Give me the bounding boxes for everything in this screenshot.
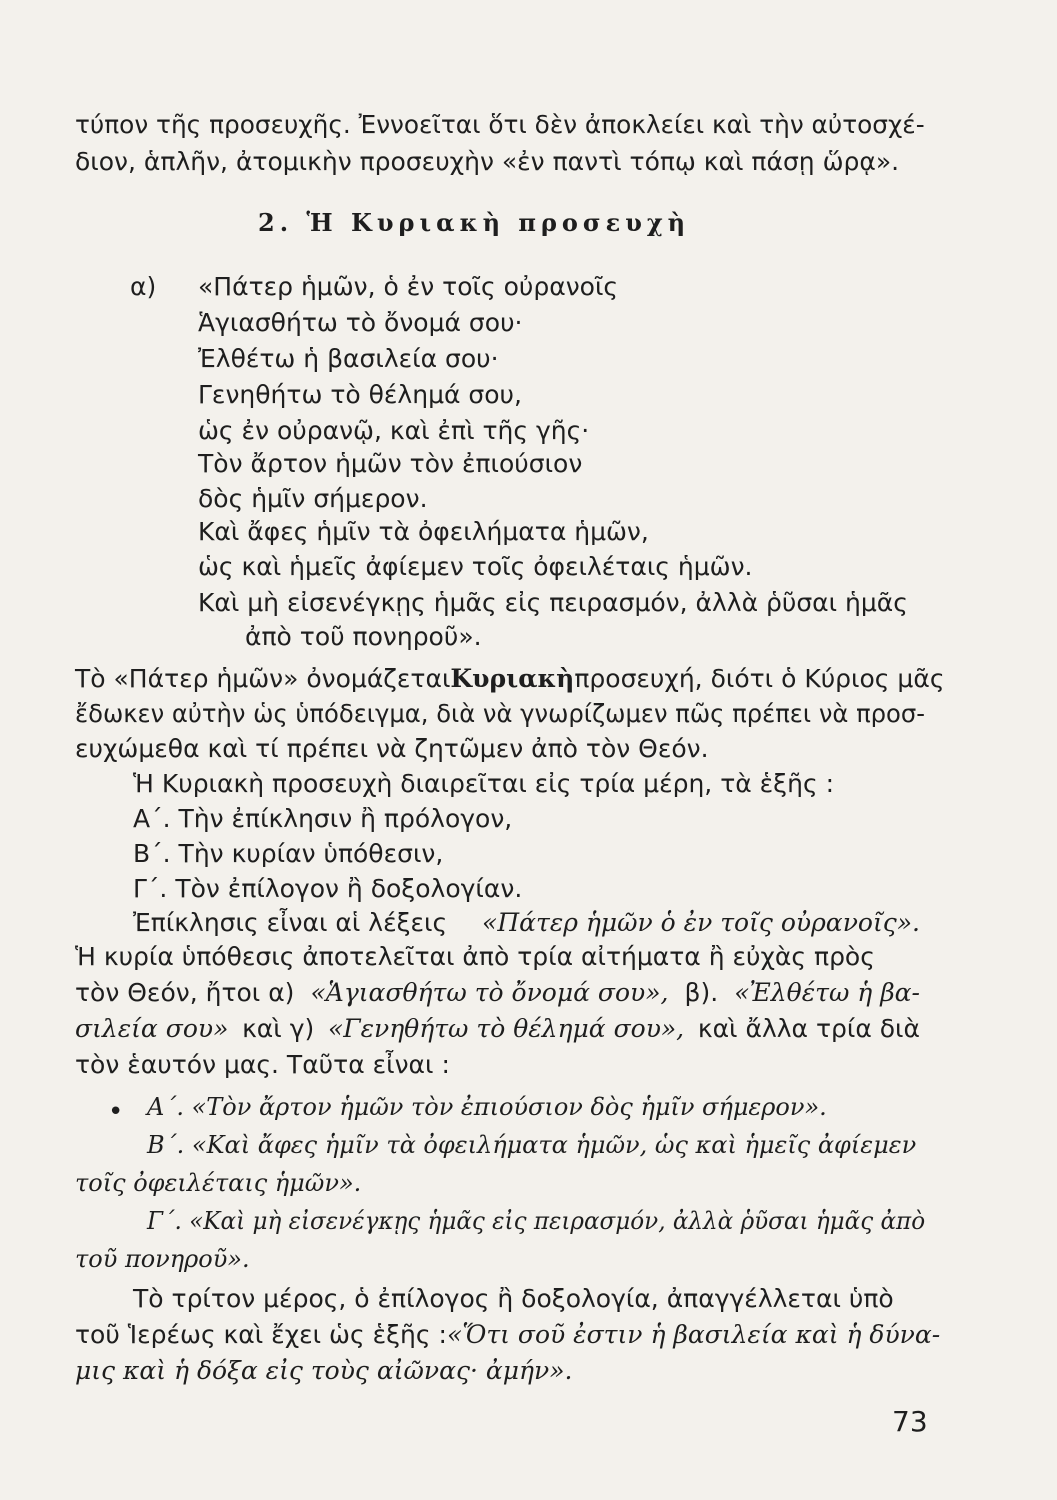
parts-item: Γ΄. Τὸν ἐπίλογον ἢ δοξολογίαν. [133, 874, 523, 903]
text-span: Ἐπίκλησις εἶναι αἱ λέξεις [133, 908, 448, 937]
emphasis-span: σιλεία σου» [75, 1014, 229, 1043]
prayer-line: Γενηθήτω τὸ θέλημά σου, [198, 380, 522, 409]
emphasis-span: «Ἐλθέτω ἡ βα- [734, 978, 920, 1007]
section-number: 2. [258, 208, 294, 237]
text-span: Τὸ «Πάτερ ἡμῶν» ὀνομάζεται [75, 664, 451, 693]
emphasis-span: «Ὅτι σοῦ ἐστιν ἡ βασιλεία καὶ ἡ δύνα- [446, 1320, 941, 1349]
page-number: 73 [892, 1405, 928, 1438]
section-title: Ἡ Κυριακὴ προσευχὴ [306, 208, 691, 237]
prayer-line: «Πάτερ ἡμῶν, ὁ ἐν τοῖς οὐρανοῖς [198, 272, 619, 301]
paragraph-line [133, 906, 920, 940]
paragraph-line [75, 1318, 941, 1352]
bullet-mark: • [108, 1097, 124, 1127]
prayer-line: Ἁγιασθήτω τὸ ὄνομά σου· [198, 308, 523, 337]
request-item: Γ΄. «Καὶ μὴ εἰσενέγκῃς ἡμᾶς εἰς πειρασμόν, ἀλλὰ ῥῦσαι ἡμᾶς ἀπὸ [147, 1207, 926, 1235]
prayer-line: Τὸν ἄρτον ἡμῶν τὸν ἐπιούσιον [198, 449, 583, 478]
prayer-line: Ἐλθέτω ἡ βασιλεία σου· [198, 344, 499, 373]
text-span: καὶ ἄλλα τρία διὰ [697, 1014, 920, 1043]
parts-intro: Ἡ Κυριακὴ προσευχὴ διαιρεῖται εἰς τρία μέρη, τὰ ἑξῆς : [133, 769, 835, 798]
text-span: β). [684, 978, 719, 1007]
request-item: Α΄. «Τὸν ἄρτον ἡμῶν τὸν ἐπιούσιον δὸς ἡμῖν σήμερον». [147, 1093, 827, 1121]
emphasis-span: «Γενηθήτω τὸ θέλημά σου», [327, 1014, 685, 1043]
text-span: τὸν Θεόν, ἤτοι α) [75, 978, 295, 1007]
paragraph-line: ἔδωκεν αὐτὴν ὡς ὑπόδειγμα, διὰ νὰ γνωρίζωμεν πῶς πρέπει νὰ προσ- [75, 699, 926, 728]
emphasis-span: «Ἁγιασθήτω τὸ ὄνομά σου», [310, 978, 669, 1007]
prayer-line: ὡς καὶ ἡμεῖς ἀφίεμεν τοῖς ὀφειλέταις ἡμῶν. [198, 552, 753, 581]
text-span: προσευχή, διότι ὁ Κύριος μᾶς [574, 664, 945, 693]
prayer-line: Καὶ μὴ εἰσενέγκῃς ἡμᾶς εἰς πειρασμόν, ἀλλὰ ῥῦσαι ἡμᾶς [198, 588, 908, 617]
paragraph-line [75, 976, 920, 1010]
parts-item: Β΄. Τὴν κυρίαν ὑπόθεσιν, [133, 839, 444, 868]
intro-line-2: διον, ἁπλῆν, ἀτομικὴν προσευχὴν «ἐν παντὶ τόπῳ καὶ πάσῃ ὥρᾳ». [75, 147, 900, 176]
paragraph-line: τὸν ἑαυτόν μας. Ταῦτα εἶναι : [75, 1050, 450, 1079]
parts-item: Α΄. Τὴν ἐπίκλησιν ἢ πρόλογον, [133, 804, 513, 833]
emphasis-span: «Πάτερ ἡμῶν ὁ ἐν τοῖς οὐρανοῖς». [482, 908, 920, 937]
request-item: τοῦ πονηροῦ». [75, 1245, 250, 1273]
text-span: τοῦ Ἱερέως καὶ ἔχει ὡς ἑξῆς : [75, 1320, 447, 1349]
section-heading [258, 206, 690, 240]
paragraph-line: Ἡ κυρία ὑπόθεσις ἀποτελεῖται ἀπὸ τρία αἰτήματα ἢ εὐχὰς πρὸς [75, 942, 875, 971]
paragraph-line [75, 1012, 920, 1046]
paragraph-line [75, 662, 945, 696]
request-item: Β΄. «Καὶ ἄφες ἡμῖν τὰ ὀφειλήματα ἡμῶν, ὡς καὶ ἡμεῖς ἀφίεμεν [147, 1131, 917, 1159]
request-item: τοῖς ὀφειλέταις ἡμῶν». [75, 1169, 362, 1197]
prayer-line: ἀπὸ τοῦ πονηροῦ». [245, 622, 482, 651]
paragraph-line: ευχώμεθα καὶ τί πρέπει νὰ ζητῶμεν ἀπὸ τὸν Θεόν. [75, 734, 709, 763]
prayer-line: ὡς ἐν οὐρανῷ, καὶ ἐπὶ τῆς γῆς· [198, 416, 590, 445]
prayer-line: δὸς ἡμῖν σήμερον. [198, 484, 428, 513]
intro-line-1: τύπον τῆς προσευχῆς. Ἐννοεῖται ὅτι δὲν ἀποκλείει καὶ τὴν αὐτοσχέ- [75, 110, 925, 139]
prayer-line: Καὶ ἄφες ἡμῖν τὰ ὀφειλήματα ἡμῶν, [198, 517, 649, 546]
paragraph-line: Τὸ τρίτον μέρος, ὁ ἐπίλογος ἢ δοξολογία, ἀπαγγέλλεται ὑπὸ [133, 1284, 894, 1313]
prayer-marker: α) [130, 272, 157, 301]
emphasis-span: Κυριακὴ [450, 664, 575, 693]
text-span: καὶ γ) [242, 1014, 315, 1043]
paragraph-line: μις καὶ ἡ δόξα εἰς τοὺς αἰῶνας· ἀμήν». [75, 1356, 573, 1385]
